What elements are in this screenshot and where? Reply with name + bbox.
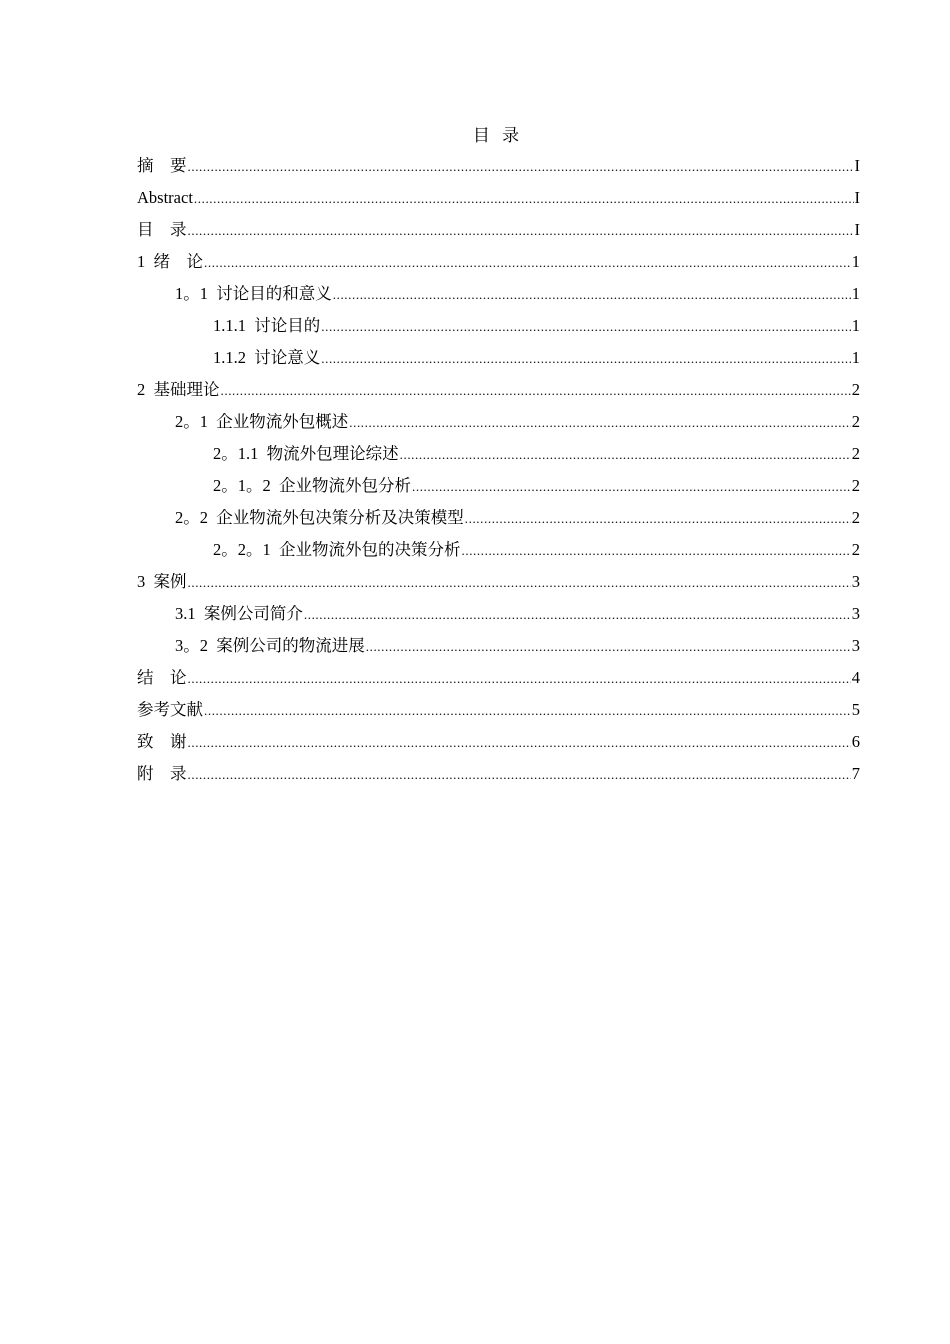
toc-entry-label: 3 案例 (137, 572, 187, 591)
toc-entry-section-2-1-1[interactable] (137, 441, 860, 473)
toc-entry-page: 1 (851, 348, 860, 367)
toc-entry-page: 3 (851, 604, 860, 623)
toc-entry-conclusion[interactable] (137, 665, 860, 697)
toc-entry-page: 4 (851, 668, 860, 687)
dot-leader (188, 154, 854, 180)
toc-entry-abstract-cn[interactable] (137, 153, 860, 185)
toc-entry-page: I (854, 156, 860, 175)
dot-leader (333, 282, 851, 308)
toc-entry-page: 3 (851, 636, 860, 655)
toc-entry-section-2-2[interactable] (137, 505, 860, 537)
toc-entry-label: 致 谢 (137, 732, 187, 751)
toc-entry-label: 目 录 (137, 220, 187, 239)
toc-entry-section-2-1-2[interactable] (137, 473, 860, 505)
toc-entry-label: 1。1 讨论目的和意义 (175, 284, 332, 303)
toc-entry-chapter-3[interactable] (137, 569, 860, 601)
dot-leader (462, 538, 851, 564)
toc-entry-section-1-1-1[interactable] (137, 313, 860, 345)
dot-leader (204, 698, 851, 724)
toc-entry-label: 2 基础理论 (137, 380, 220, 399)
toc-entry-label: 摘 要 (137, 156, 187, 175)
toc-entry-label: 2。2 企业物流外包决策分析及决策模型 (175, 508, 464, 527)
toc-entry-abstract-en[interactable] (137, 185, 860, 217)
toc-entry-page: 1 (851, 252, 860, 271)
dot-leader (188, 570, 851, 596)
toc-entry-page: I (854, 220, 860, 239)
toc-entry-page: 3 (851, 572, 860, 591)
toc-entry-section-3-1[interactable] (137, 601, 860, 633)
toc-entry-label: 3。2 案例公司的物流进展 (175, 636, 365, 655)
toc-entry-page: I (854, 188, 860, 207)
dot-leader (366, 634, 851, 660)
dot-leader (188, 666, 851, 692)
toc-entry-page: 7 (851, 764, 860, 783)
dot-leader (188, 762, 851, 788)
toc-entry-label: 2。1.1 物流外包理论综述 (213, 444, 399, 463)
toc-entry-page: 2 (851, 476, 860, 495)
toc-entry-label: 参考文献 (137, 700, 203, 719)
dot-leader (321, 346, 851, 372)
dot-leader (321, 314, 851, 340)
dot-leader (221, 378, 851, 404)
table-of-contents (137, 153, 860, 793)
dot-leader (304, 602, 851, 628)
toc-entry-page: 2 (851, 380, 860, 399)
toc-title: 目 录 (472, 126, 524, 145)
toc-entry-label: Abstract (137, 188, 193, 207)
toc-entry-label: 1 绪 论 (137, 252, 203, 271)
toc-entry-label: 1.1.2 讨论意义 (213, 348, 321, 367)
toc-entry-label: 附 录 (137, 764, 187, 783)
toc-entry-page: 5 (851, 700, 860, 719)
dot-leader (349, 410, 851, 436)
toc-entry-label: 2。1 企业物流外包概述 (175, 412, 349, 431)
dot-leader (465, 506, 851, 532)
toc-entry-section-1-1-2[interactable] (137, 345, 860, 377)
toc-entry-label: 结 论 (137, 668, 187, 687)
dot-leader (194, 186, 854, 212)
toc-entry-label: 3.1 案例公司简介 (175, 604, 303, 623)
toc-entry-references[interactable] (137, 697, 860, 729)
toc-entry-page: 2 (851, 444, 860, 463)
toc-entry-label: 2。2。1 企业物流外包的决策分析 (213, 540, 461, 559)
toc-entry-contents[interactable] (137, 217, 860, 249)
toc-entry-label: 1.1.1 讨论目的 (213, 316, 321, 335)
toc-entry-page: 6 (851, 732, 860, 751)
dot-leader (412, 474, 851, 500)
toc-entry-appendix[interactable] (137, 761, 860, 793)
toc-entry-section-2-2-1[interactable] (137, 537, 860, 569)
toc-entry-section-2-1[interactable] (137, 409, 860, 441)
toc-entry-page: 1 (851, 316, 860, 335)
toc-entry-chapter-1[interactable] (137, 249, 860, 281)
toc-entry-page: 2 (851, 508, 860, 527)
toc-entry-page: 1 (851, 284, 860, 303)
toc-entry-section-1-1[interactable] (137, 281, 860, 313)
toc-entry-page: 2 (851, 540, 860, 559)
dot-leader (188, 730, 851, 756)
toc-entry-label: 2。1。2 企业物流外包分析 (213, 476, 411, 495)
dot-leader (188, 218, 854, 244)
toc-entry-acknowledgements[interactable] (137, 729, 860, 761)
toc-entry-page: 2 (851, 412, 860, 431)
toc-entry-chapter-2[interactable] (137, 377, 860, 409)
dot-leader (204, 250, 851, 276)
dot-leader (400, 442, 851, 468)
toc-entry-section-3-2[interactable] (137, 633, 860, 665)
